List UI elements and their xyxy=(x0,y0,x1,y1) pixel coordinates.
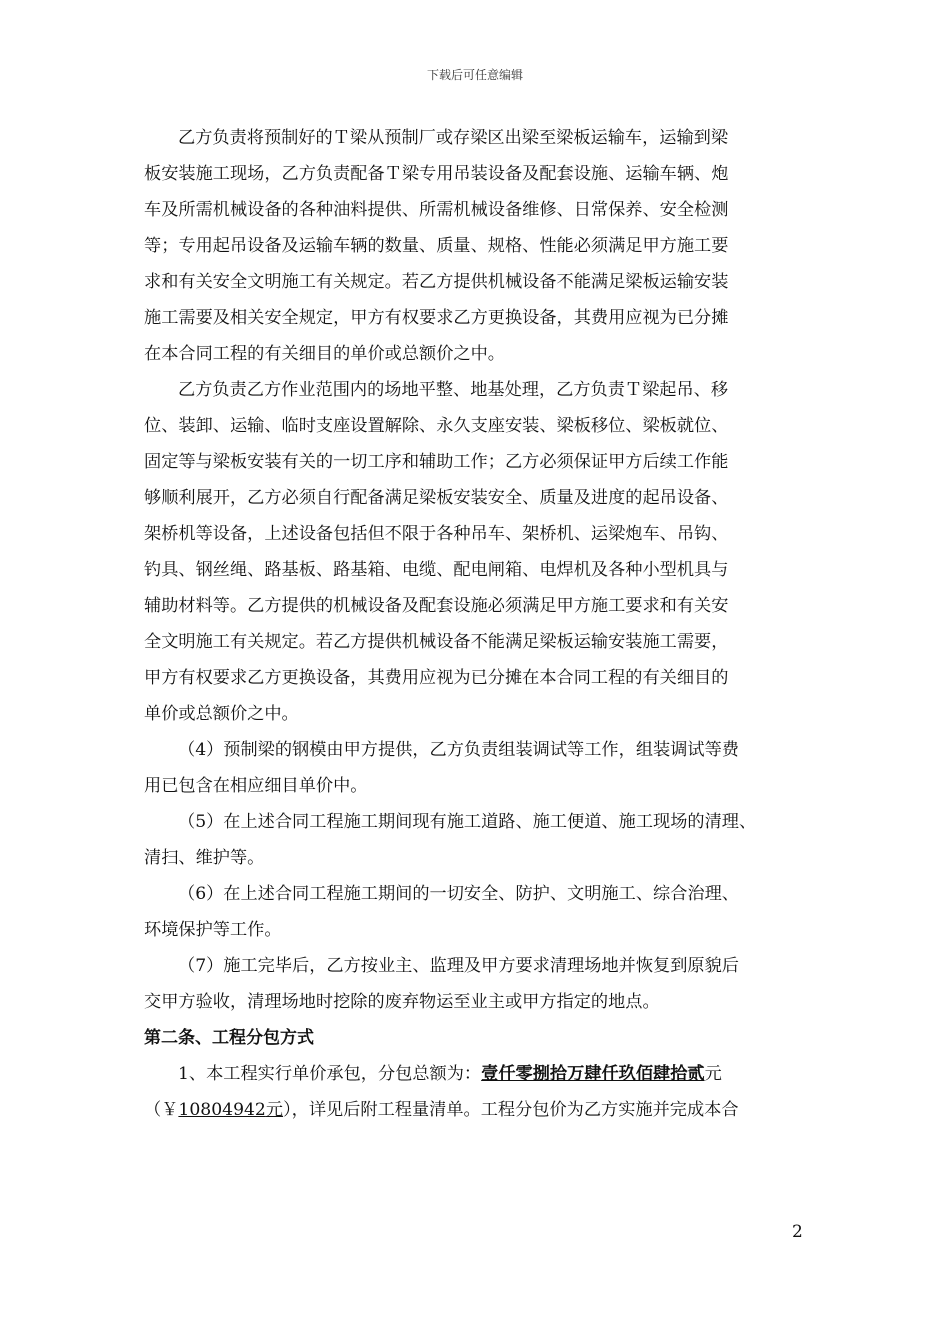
text-line: （4）预制梁的钢模由甲方提供，乙方负责组装调试等工作，组装调试等费 xyxy=(178,740,739,760)
contract-amount-number-line xyxy=(144,1092,810,1128)
amount-in-words: 壹仟零捌拾万肆仟玖佰肆拾贰 xyxy=(481,1064,705,1084)
document-body xyxy=(144,120,810,1128)
text-line: 乙方负责乙方作业范围内的场地平整、地基处理，乙方负责Ｔ梁起吊、移 xyxy=(178,380,729,400)
amount-number-unit: 元 xyxy=(265,1100,284,1120)
text-line: 用已包含在相应细目单价中。 xyxy=(144,776,368,796)
text-line: 甲方有权要求乙方更换设备，其费用应视为已分摊在本合同工程的有关细目的 xyxy=(144,668,729,688)
text-line: 交甲方验收，清理场地时挖除的废弃物运至业主或甲方指定的地点。 xyxy=(144,992,660,1012)
text-line: 乙方负责将预制好的Ｔ梁从预制厂或存梁区出梁至梁板运输车，运输到梁 xyxy=(178,128,729,148)
text-line: 固定等与梁板安装有关的一切工序和辅助工作；乙方必须保证甲方后续工作能 xyxy=(144,452,729,472)
text-line: （6）在上述合同工程施工期间的一切安全、防护、文明施工、综合治理、 xyxy=(178,884,739,904)
amount-number: 10804942 xyxy=(178,1100,266,1120)
contract-amount-line xyxy=(144,1056,810,1092)
text-line: 辅助材料等。乙方提供的机械设备及配套设施必须满足甲方施工要求和有关安 xyxy=(144,596,729,616)
text-line: 板安装施工现场，乙方负责配备Ｔ梁专用吊装设备及配套设施、运输车辆、炮 xyxy=(144,164,729,184)
text-line: 架桥机等设备，上述设备包括但不限于各种吊车、架桥机、运梁炮车、吊钩、 xyxy=(144,524,729,544)
text-line: 求和有关安全文明施工有关规定。若乙方提供机械设备不能满足梁板运输安装 xyxy=(144,272,729,292)
text-line: （5）在上述合同工程施工期间现有施工道路、施工便道、施工现场的清理、 xyxy=(178,812,757,832)
text-line: 位、装卸、运输、临时支座设置解除、永久支座安装、梁板移位、梁板就位、 xyxy=(144,416,729,436)
text-line: 全文明施工有关规定。若乙方提供机械设备不能满足梁板运输安装施工需要， xyxy=(144,632,729,652)
text-line: 清扫、维护等。 xyxy=(144,848,265,868)
amount-rest: ），详见后附工程量清单。工程分包价为乙方实施并完成本合 xyxy=(283,1100,739,1120)
page-number: 2 xyxy=(792,1222,803,1242)
text-line: 够顺利展开，乙方必须自行配备满足梁板安装安全、质量及进度的起吊设备、 xyxy=(144,488,729,508)
text-line: 施工需要及相关安全规定，甲方有权要求乙方更换设备，其费用应视为已分摊 xyxy=(144,308,729,328)
text-line: 等；专用起吊设备及运输车辆的数量、质量、规格、性能必须满足甲方施工要 xyxy=(144,236,729,256)
text-line: 钓具、钢丝绳、路基板、路基箱、电缆、配电闸箱、电焊机及各种小型机具与 xyxy=(144,560,729,580)
text-line: （7）施工完毕后，乙方按业主、监理及甲方要求清理场地并恢复到原貌后 xyxy=(178,956,739,976)
amount-unit: 元 xyxy=(704,1064,722,1084)
text-line: 车及所需机械设备的各种油料提供、所需机械设备维修、日常保养、安全检测 xyxy=(144,200,729,220)
amount-prefix: 1、本工程实行单价承包，分包总额为： xyxy=(178,1064,482,1084)
text-line: 在本合同工程的有关细目的单价或总额价之中。 xyxy=(144,344,505,364)
amount-open: （￥ xyxy=(144,1100,179,1120)
text-line: 单价或总额价之中。 xyxy=(144,704,299,724)
text-line: 环境保护等工作。 xyxy=(144,920,282,940)
page-header: 下载后可任意编辑 xyxy=(426,68,523,82)
section-heading: 第二条、工程分包方式 xyxy=(144,1028,314,1048)
